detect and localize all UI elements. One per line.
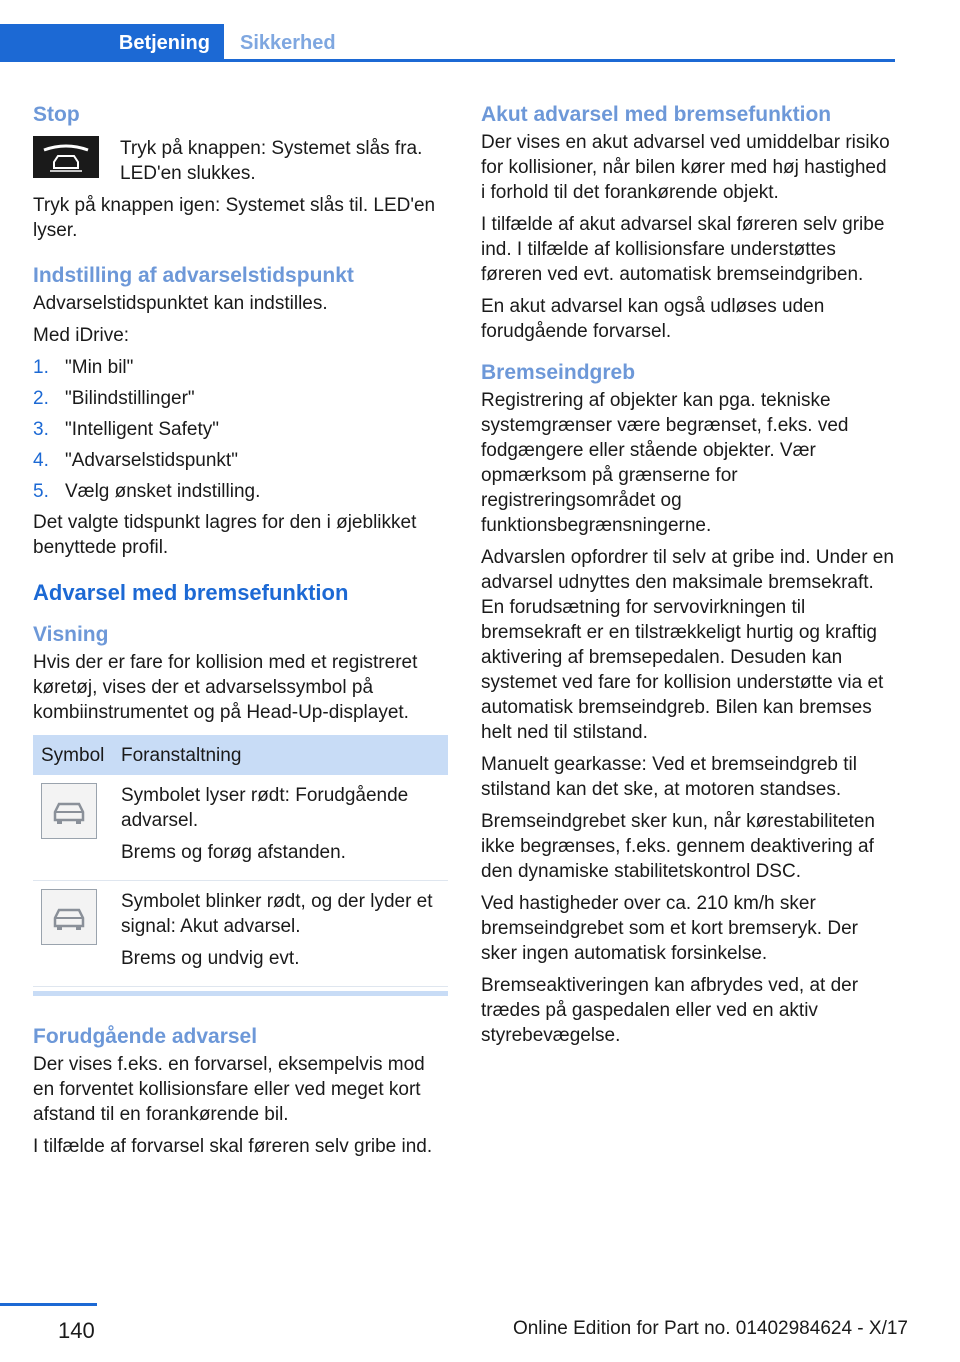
setting-paragraph-3: Det valgte tidspunkt lagres for den i øjeblikket benyttede profil. bbox=[33, 512, 417, 558]
stop-heading: Stop bbox=[33, 103, 80, 126]
acute-paragraph-1: Der vises en akut advarsel ved umiddelbar risiko for kollisioner, når bilen kører med høj hastighed i forhold til det forankørende objekt. bbox=[481, 132, 890, 203]
brake-paragraph-4: Bremseindgrebet sker kun, når kørestabiliteten ikke begrænses, f.eks. gennem deaktivering af den dynamiske stabilitetskontrol DSC. bbox=[481, 811, 875, 882]
setting-paragraph-1: Advarselstidspunktet kan indstilles. bbox=[33, 293, 328, 314]
footer-rule bbox=[0, 1303, 97, 1306]
warning-heading: Advarsel med bremsefunktion bbox=[33, 580, 349, 605]
display-paragraph: Hvis der er fare for kollision med et registreret køretøj, vises der et advarselssymbol på kombiinstrumentet og på Head-Up-displayet. bbox=[33, 652, 418, 723]
right-column bbox=[481, 100, 896, 1055]
pre-warning-paragraph-1: Der vises f.eks. en forvarsel, eksempelvis mod en forventet kollisionsfare eller ved meget kort afstand til en forankørende bil. bbox=[33, 1054, 425, 1125]
car-warning-icon bbox=[41, 783, 97, 839]
table-header-symbol: Symbol bbox=[33, 735, 113, 775]
list-item: 2. "Bilindstillinger" bbox=[33, 388, 195, 409]
car-warning-icon bbox=[41, 889, 97, 945]
brake-paragraph-3: Manuelt gearkasse: Ved et bremseindgreb til stilstand kan det ske, at motoren standses. bbox=[481, 754, 857, 800]
brake-paragraph-5: Ved hastigheder over ca. 210 km/h sker bremseindgrebet som et kort bremseryk. Der sker ingen automatisk forsinkelse. bbox=[481, 893, 858, 964]
list-item: 5. Vælg ønsket indstilling. bbox=[33, 481, 261, 502]
list-item: 3. "Intelligent Safety" bbox=[33, 419, 219, 440]
brake-paragraph-6: Bremseaktiveringen kan afbrydes ved, at der trædes på gaspedalen eller ved en aktiv styrebevægelse. bbox=[481, 975, 859, 1046]
acute-heading: Akut advarsel med bremsefunktion bbox=[481, 103, 832, 126]
table-header-action: Foranstaltning bbox=[113, 735, 448, 775]
brake-paragraph-1: Registrering af objekter kan pga. tekniske systemgrænser være begrænset, f.eks. ved fodgængere eller stående objekter. Vær opmærksom på grænserne for registreringsområdet og funktionsbegrænsningerne. bbox=[481, 390, 849, 536]
idrive-steps bbox=[33, 355, 448, 504]
page-number: 140 bbox=[58, 1318, 95, 1343]
pre-warning-heading: Forudgående advarsel bbox=[33, 1025, 258, 1048]
brake-paragraph-2: Advarslen opfordrer til selv at gribe ind. Under en advarsel udnyttes den maksimale bremsekraft. En forudsætning for servovirkningen til bremsekraft er en tilstrækkeligt hurtig og kraftig aktivering af bremsepedalen. Desuden kan systemet ved fare for kollision understøtte via et automatisk bremseindgreb. Bilen kan bremses helt ned til stilstand. bbox=[481, 547, 894, 743]
symbol-table bbox=[33, 735, 448, 987]
collision-warning-button-icon bbox=[33, 136, 99, 178]
edition-label: Online Edition for Part no. 01402984624 - X/17 bbox=[512, 1318, 908, 1339]
stop-row bbox=[33, 136, 448, 186]
pre-warning-paragraph-2: I tilfælde af forvarsel skal føreren selv gribe ind. bbox=[33, 1136, 433, 1157]
table-row bbox=[33, 881, 448, 987]
stop-paragraph: Tryk på knappen igen: Systemet slås til. LED'en lyser. bbox=[33, 195, 436, 241]
acute-paragraph-3: En akut advarsel kan også udløses uden forudgående forvarsel. bbox=[481, 296, 825, 342]
setting-paragraph-2: Med iDrive: bbox=[33, 325, 130, 346]
table-cell-line1: Symbolet blinker rødt, og der lyder et signal: Akut advarsel. bbox=[121, 891, 433, 937]
list-item: 1. "Min bil" bbox=[33, 357, 134, 378]
brake-heading: Bremseindgreb bbox=[481, 361, 636, 384]
list-item: 4. "Advarselstidspunkt" bbox=[33, 450, 238, 471]
acute-paragraph-2: I tilfælde af akut advarsel skal føreren selv gribe ind. I tilfælde af kollisionsfare understøttes føreren ved evt. automatisk bremseindgriben. bbox=[481, 214, 885, 285]
tab-sikkerhed[interactable]: Sikkerhed bbox=[240, 32, 336, 54]
stop-text: Tryk på knappen: Systemet slås fra. LED'en slukkes. bbox=[120, 138, 423, 184]
table-end-rule bbox=[33, 991, 448, 996]
table-row bbox=[33, 775, 448, 881]
left-column bbox=[33, 100, 448, 1166]
table-cell-line1: Symbolet lyser rødt: Forudgående advarsel. bbox=[121, 785, 409, 831]
table-cell-line2: Brems og forøg afstanden. bbox=[121, 842, 346, 863]
chapter-tabs bbox=[0, 24, 895, 62]
table-cell-line2: Brems og undvig evt. bbox=[121, 948, 300, 969]
setting-heading: Indstilling af advarselstidspunkt bbox=[33, 264, 354, 287]
display-heading: Visning bbox=[33, 623, 109, 646]
tab-betjening[interactable]: Betjening bbox=[0, 24, 224, 62]
